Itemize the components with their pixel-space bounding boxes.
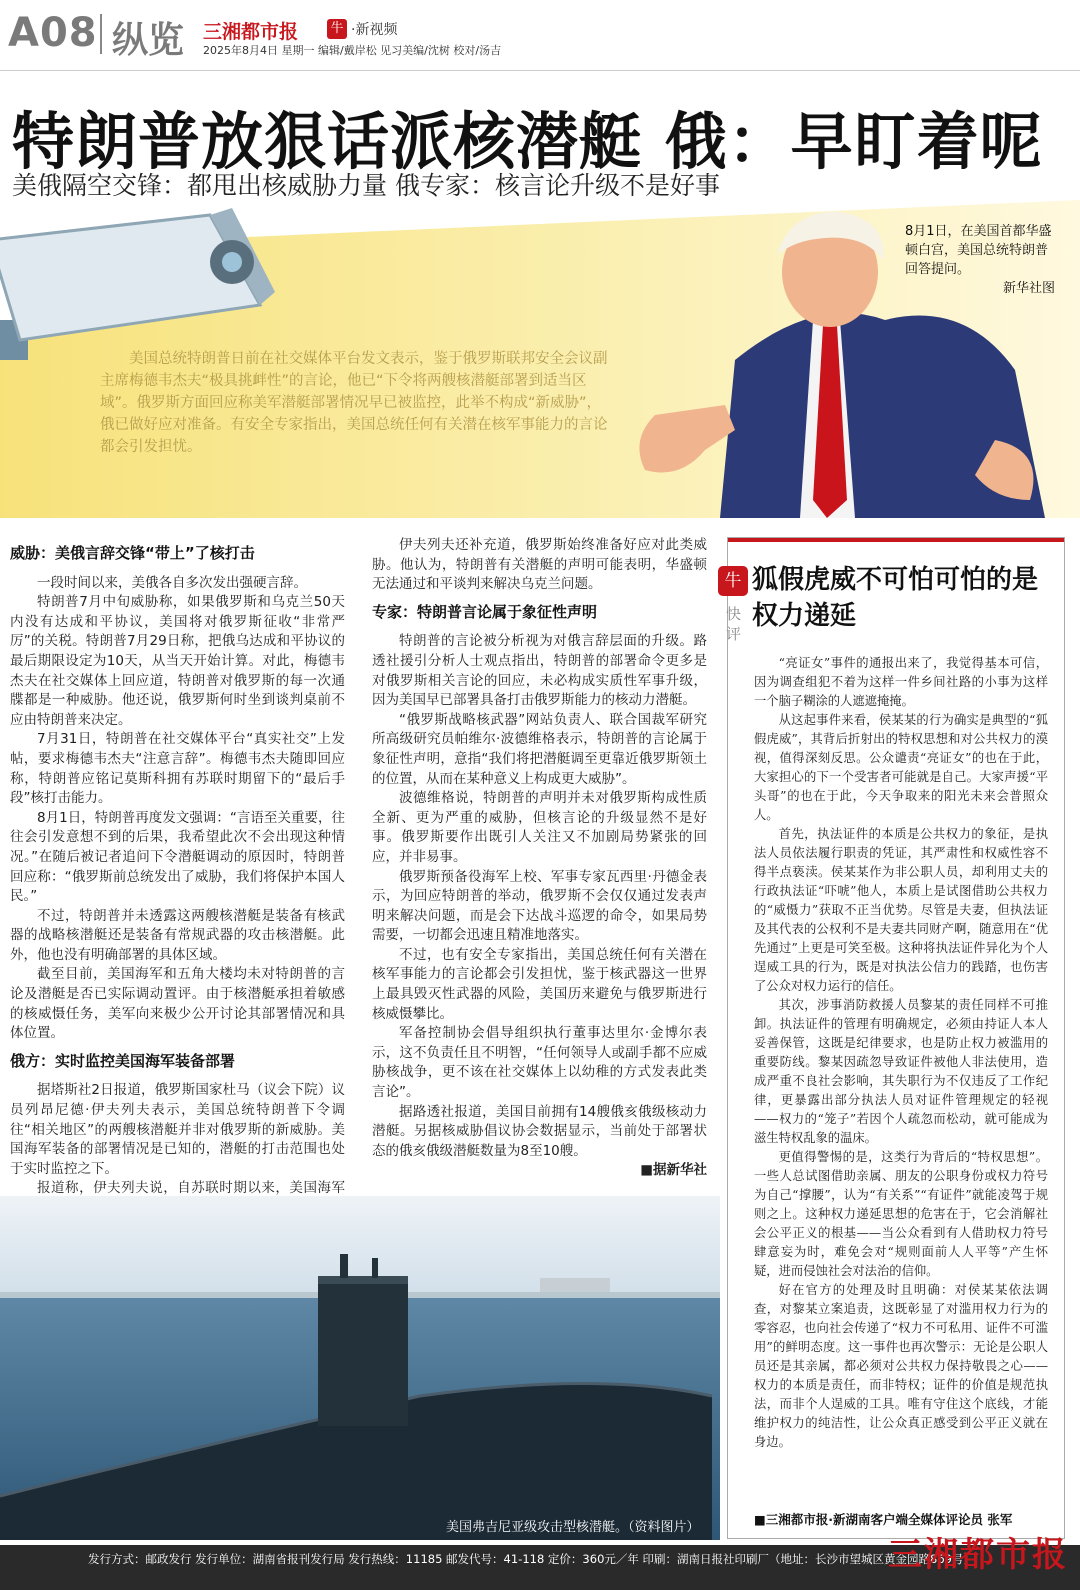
commentary-tag: 快评	[726, 605, 742, 643]
commentary-paragraph: 其次，涉事消防救援人员黎某的责任同样不可推卸。执法证件的管理有明确规定，必须由持证人本人妥善保管，这既是纪律要求，也是防止权力被滥用的重要防线。黎某因疏忽导致证件被他人非法使用，造成严重不良社会影响，其失职行为不仅违反了工作纪律，更暴露出部分执法人员对证件管理规定的轻视——权力的“笼子”若因个人疏忽而松动，就可能成为滋生特权乱象的温床。	[754, 998, 1048, 1145]
paragraph: 截至目前，美国海军和五角大楼均未对特朗普的言论及潜艇是否已实际调动置评。由于核潜艇承担着敏感的核威慑任务，美军向来极少公开讨论其部署情况和具体位置。	[10, 966, 345, 1042]
section-heading: 专家：特朗普言论属于象征性声明	[372, 602, 598, 621]
footer-text: 发行方式：邮政发行 发行单位：湖南省报刊发行局 发行热线：11185 邮发代号：41-118 定价：360元／年 印刷：湖南日报社印刷厂（地址：长沙市望城区黄金园路869号）	[88, 1552, 975, 1566]
paragraph: 不过，也有安全专家指出，美国总统任何有关潜在核军事能力的言论都会引发担忧，鉴于核武器这一世界上最具毁灭性武器的风险，美国历来避免与俄罗斯进行核威慑攀比。	[372, 946, 707, 1022]
paragraph: 一段时间以来，美俄各自多次发出强硬言辞。	[37, 574, 307, 591]
commentary-body	[754, 654, 1048, 1452]
commentary-paragraph: “亮证女”事件的通报出来了，我觉得基本可信，因为调查组犯不着为这样一件乡间社路的小事为这样一个脑子糊涂的人遮遮掩掩。	[754, 656, 1048, 708]
headline: 特朗普放狠话派核潜艇 俄：早盯着呢	[12, 105, 1043, 178]
paragraph: 特朗普的言论被分析视为对俄言辞层面的升级。路透社援引分析人士观点指出，特朗普的部署命令更多是对俄罗斯相关言论的回应，未必构成实质性军事升级，因为美国早已部署具备打击俄罗斯能力的核动力潜艇。	[372, 633, 707, 709]
article-source: ■据新华社	[640, 1162, 707, 1179]
paragraph: 军备控制协会倡导组织执行董事达里尔·金博尔表示，这不负责任且不明智，“任何领导人或副手都不应威胁核战争，更不该在社交媒体上以幼稚的方式发表此类言论”。	[372, 1025, 707, 1101]
brand-niu-icon: 牛	[327, 19, 347, 39]
paragraph: 报道称，伊夫列夫说，自苏联时期以来，美国海军	[37, 1180, 345, 1197]
brand-video-label: ·新视频	[351, 22, 398, 38]
header-rule	[0, 70, 1080, 71]
commentary-paragraph: 更值得警惕的是，这类行为背后的“特权思想”。一些人总试图借助亲属、朋友的公职身份或权力符号为自己“撑腰”，认为“有关系”“有证件”就能凌驾于规则之上。这种权力递延思想的危害在于，它会消解社会公平正义的根基——当公众看到有人借助权力符号肆意妄为时，难免会对“规则面前人人平等”产生怀疑，进而侵蚀社会对法治的信仰。	[754, 1150, 1048, 1278]
commentary-paragraph: 首先，执法证件的本质是公共权力的象征，是执法人员依法履行职责的凭证，其严肃性和权威性容不得半点亵渎。侯某某作为非公职人员，却利用丈夫的行政执法证“吓唬”他人，本质上是试图借助公共权力的“威慑力”获取不正当优势。尽管是夫妻，但执法证及其代表的公权利不是夫妻共同财产啊，随意用在“优先通过”上更是可笑至极。这种将执法证件异化为个人逞威工具的行为，既是对执法公信力的践踏，也伤害了公众对权力运行的信任。	[754, 827, 1048, 993]
paragraph: 据塔斯社2日报道，俄罗斯国家杜马（议会下院）议员列昂尼德·伊夫列夫表示，美国总统特朗普下令调往“相关地区”的两艘核潜艇并非对俄罗斯的新威胁。美国海军装备的部署情况是已知的，潜艇的打击范围也处于实时监控之下。	[10, 1082, 345, 1177]
submarine-photo	[0, 1196, 720, 1540]
footer-brand: 三湘都市报	[888, 1535, 1068, 1575]
paragraph: “俄罗斯战略核武器”网站负责人、联合国裁军研究所高级研究员帕维尔·波德维格表示，特朗普的言论属于象征性声明，意指“我们将把潜艇调至更靠近俄罗斯领土的位置，从而在某种意义上构成更大威胁”。	[372, 711, 707, 787]
paragraph: 伊夫列夫还补充道，俄罗斯始终准备好应对此类威胁。他认为，特朗普有关潜艇的声明可能表明，华盛顿无法通过和平谈判来解决乌克兰问题。	[372, 537, 707, 593]
article-column-2	[372, 536, 707, 1181]
paragraph: 据路透社报道，美国目前拥有14艘俄亥俄级核动力潜艇。另据核威胁倡议协会数据显示，当前处于部署状态的俄亥俄级潜艇数量为8至10艘。	[372, 1103, 707, 1159]
surveillance-camera-icon	[0, 200, 300, 370]
brand-logo: 三湘都市报	[203, 21, 299, 43]
subheadline: 美俄隔空交锋：都甩出核威胁力量 俄专家：核言论升级不是好事	[12, 171, 720, 200]
photo-caption	[905, 222, 1055, 298]
paragraph: 俄罗斯预备役海军上校、军事专家瓦西里·丹德金表示，为回应特朗普的举动，俄罗斯不会仅仅通过发表声明来解决问题，而是会下达战斗巡逻的命令，如果局势需要，一切都会迅速且精准地落实。	[372, 868, 707, 944]
masthead-divider	[100, 14, 102, 54]
paragraph: 7月31日，特朗普在社交媒体平台“真实社交”上发帖，要求梅德韦杰夫“注意言辞”。梅德韦杰夫随即回应称，特朗普应铭记莫斯科拥有苏联时期留下的“最后手段”核打击能力。	[10, 731, 345, 807]
commentary-paragraph: 好在官方的处理及时且明确：对侯某某依法调查，对黎某立案追责，这既彰显了对滥用权力行为的零容忍，也向社会传递了“权力不可私用、证件不可滥用”的鲜明态度。这一事件也再次警示：无论是公职人员还是其亲属，都必须对公共权力保持敬畏之心——权力的本质是责任，而非特权；证件的价值是规范执法，而非个人逞威的工具。唯有守住这个底线，才能维护权力的纯洁性，让公众真正感受到公平正义就在身边。	[754, 1283, 1048, 1449]
commentary-byline: ■三湘都市报·新湖南客户端全媒体评论员 张军	[754, 1512, 1013, 1527]
commentary-paragraph: 从这起事件来看，侯某某的行为确实是典型的“狐假虎威”，其背后折射出的特权思想和对公共权力的漠视，值得深刻反思。公众谴责“亮证女”的也在于此，大家担心的下一个受害者可能就是自己。大家声援“平头哥”的也在于此，今天争取来的阳光未来会普照众人。	[754, 713, 1048, 822]
article-column-1	[10, 536, 345, 1297]
photo-source: 新华社图	[1002, 281, 1055, 296]
paragraph: 不过，特朗普并未透露这两艘核潜艇是装备有核武器的战略核潜艇还是装备有常规武器的攻击核潜艇。此外，他也没有明确部署的具体区域。	[10, 907, 345, 963]
paragraph: 特朗普7月中旬威胁称，如果俄罗斯和乌克兰50天内没有达成和平协议，美国将对俄罗斯征收“非常严厉”的关税。特朗普7月29日称，把俄乌达成和平协议的最后期限设定为10天，从当天开始计算。对此，梅德韦杰夫在社交媒体上回应道，特朗普对俄罗斯的每一次通牒都是一种威胁。他还说，俄罗斯何时坐到谈判桌前不应由特朗普来决定。	[10, 594, 345, 728]
section-name: 纵览	[112, 20, 185, 61]
page-number: A08	[8, 10, 98, 56]
commentary-title: 狐假虎威不可怕可怕的是权力递延	[752, 565, 1039, 631]
section-heading: 威胁：美俄言辞交锋“带上”了核打击	[10, 544, 255, 562]
section-heading: 俄方：实时监控美国海军装备部署	[10, 1051, 236, 1070]
sub-photo-caption: 美国弗吉尼亚级攻击型核潜艇。（资料图片）	[446, 1520, 700, 1535]
hero-graphic	[0, 200, 1080, 518]
paragraph: 波德维格说，特朗普的声明并未对俄罗斯构成性质全新、更为严重的威胁，但核言论的升级显然不是好事。俄罗斯要作出既引人关注又不加剧局势紧张的回应，并非易事。	[372, 790, 707, 865]
issue-line: 2025年8月4日 星期一 编辑/戴岸松 见习美编/沈树 校对/汤吉	[203, 44, 502, 57]
photo-caption-text: 8月1日，在美国首都华盛顿白宫，美国总统特朗普回答提问。	[905, 224, 1052, 277]
lead-paragraph: 美国总统特朗普日前在社交媒体平台发文表示，鉴于俄罗斯联邦安全会议副主席梅德韦杰夫“极具挑衅性”的言论，他已“下令将两艘核潜艇部署到适当区域”。俄罗斯方面回应称美军潜艇部署情况早已被监控，此举不构成“新威胁”，俄已做好应对准备。有安全专家指出，美国总统任何有关潜在核军事能力的言论都会引发担忧。	[100, 351, 608, 455]
commentary-niu-icon: 牛	[718, 566, 748, 596]
paragraph: 8月1日，特朗普再度发文强调：“言语至关重要，往往会引发意想不到的后果，我希望此次不会出现这种情况。”在随后被记者追问下令潜艇调动的原因时，特朗普回应称：“俄罗斯前总统发出了威胁，我们将保护本国人民。”	[10, 809, 345, 905]
